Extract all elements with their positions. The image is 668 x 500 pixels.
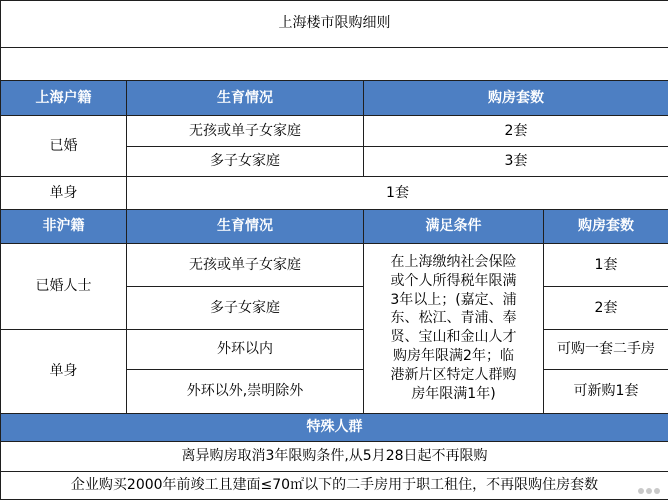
- nonlocal-married-situation-1: 无孩或单子女家庭: [127, 243, 364, 287]
- condition-line: 贤、宝山和金山人才: [390, 329, 517, 346]
- condition-line: 或个人所得税年限满: [390, 272, 517, 289]
- local-header-residency: 上海户籍: [1, 80, 127, 115]
- table-row: [1, 116, 668, 146]
- nonlocal-single-situation-1: 外环以内: [127, 329, 364, 369]
- special-header-row: [1, 413, 668, 441]
- special-row-2: 企业购买2000年前竣工且建面≤70㎡以下的二手房用于职工租住，不再限购住房套数: [1, 471, 668, 499]
- condition-line: 购房年限满2年；临: [393, 348, 514, 365]
- nonlocal-header-count: 购房套数: [544, 210, 668, 243]
- nonlocal-header-condition: 满足条件: [364, 210, 544, 243]
- page-title: 上海楼市限购细则: [1, 1, 668, 48]
- local-single-label: 单身: [1, 177, 127, 210]
- local-married-count-2: 3套: [364, 146, 668, 176]
- condition-line: 东、松江、青浦、奉: [390, 310, 517, 327]
- special-row-1: 离异购房取消3年限购条件,从5月28日起不再限购: [1, 442, 668, 471]
- local-married-situation-2: 多子女家庭: [127, 146, 364, 176]
- special-header: 特殊人群: [1, 413, 668, 441]
- local-header-situation: 生育情况: [127, 80, 364, 115]
- nonlocal-married-situation-2: 多子女家庭: [127, 287, 364, 330]
- nonlocal-married-count-1: 1套: [544, 243, 668, 287]
- nonlocal-single-situation-2: 外环以外,崇明除外: [127, 370, 364, 414]
- nonlocal-married-count-2: 2套: [544, 287, 668, 330]
- nonlocal-header-situation: 生育情况: [127, 210, 364, 243]
- watermark-icon: [638, 485, 664, 497]
- table-row: [1, 177, 668, 210]
- nonlocal-single-count-2: 可新购1套: [544, 370, 668, 414]
- nonlocal-single-count-1: 可购一套二手房: [544, 329, 668, 369]
- nonlocal-header-row: [1, 210, 668, 243]
- condition-line: 3年以上；(嘉定、浦: [390, 291, 517, 308]
- nonlocal-married-label: 已婚人士: [1, 243, 127, 329]
- local-header-count: 购房套数: [364, 80, 668, 115]
- nonlocal-condition: [364, 243, 544, 413]
- table-row: [1, 243, 668, 287]
- table-row: [1, 442, 668, 471]
- table-row: [1, 329, 668, 369]
- local-married-situation-1: 无孩或单子女家庭: [127, 116, 364, 146]
- local-single-count: 1套: [127, 177, 668, 210]
- blank-row: [1, 47, 668, 80]
- condition-line: 在上海缴纳社会保险: [390, 253, 517, 270]
- local-married-label: 已婚: [1, 116, 127, 177]
- table-row: [1, 471, 668, 499]
- nonlocal-single-label: 单身: [1, 329, 127, 413]
- condition-line: 港新片区特定人群购: [390, 367, 517, 384]
- local-header-row: [1, 80, 668, 115]
- condition-line: 房年限满1年): [411, 386, 496, 403]
- nonlocal-header-residency: 非沪籍: [1, 210, 127, 243]
- local-married-count-1: 2套: [364, 116, 668, 146]
